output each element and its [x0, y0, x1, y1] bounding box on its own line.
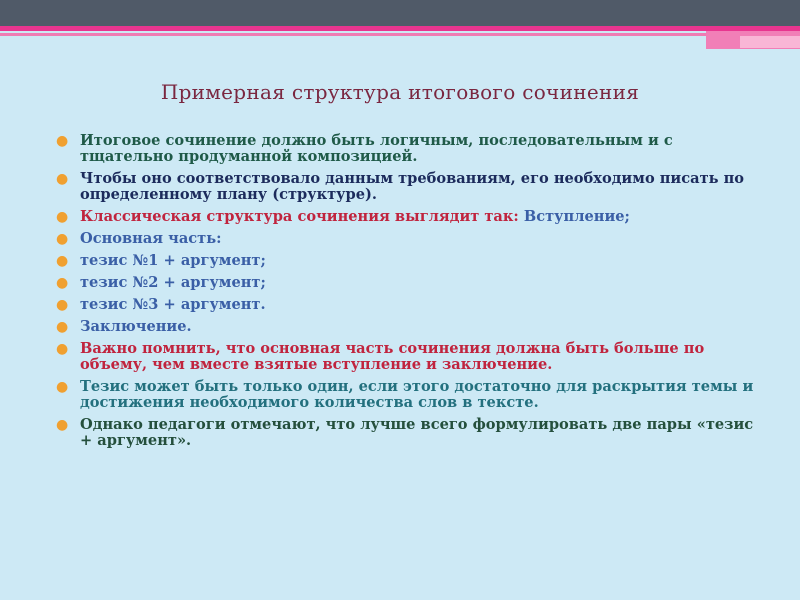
bullet-item	[56, 275, 756, 291]
bullet-text: Заключение.	[80, 318, 192, 335]
bullet-item	[56, 319, 756, 335]
bullet-dot-icon: ●	[56, 209, 69, 225]
bullet-text: Основная часть:	[80, 230, 222, 247]
bullet-dot-icon: ●	[56, 133, 69, 149]
slide-title: Примерная структура итогового сочинения	[160, 80, 640, 104]
bullet-text: Важно помнить, что основная часть сочинения должна быть больше по объему, чем вместе взятые вступление и заключение.	[80, 340, 705, 373]
bullet-item	[56, 171, 756, 203]
bullet-item	[56, 209, 756, 225]
bullet-text: Чтобы оно соответствовало данным требованиям, его необходимо писать по определенному плану (структуре).	[80, 170, 745, 203]
bullet-text: Классическая структура сочинения выглядит так:	[80, 208, 524, 225]
bullet-item	[56, 297, 756, 313]
pink-stripe	[0, 26, 800, 31]
bullet-item	[56, 231, 756, 247]
bullet-dot-icon: ●	[56, 275, 69, 291]
bullet-text: Итоговое сочинение должно быть логичным, последовательным и с тщательно продуманной композицией.	[80, 132, 673, 165]
bullet-text: тезис №1 + аргумент;	[80, 252, 266, 269]
bullet-list	[56, 133, 756, 455]
bullet-dot-icon: ●	[56, 231, 69, 247]
pink-accent-block-light	[740, 36, 800, 48]
bullet-text: Однако педагоги отмечают, что лучше всего формулировать две пары «тезис + аргумент».	[80, 416, 754, 449]
top-band	[0, 0, 800, 26]
bullet-text: тезис №3 + аргумент.	[80, 296, 266, 313]
bullet-dot-icon: ●	[56, 341, 69, 357]
pink-thin-stripe	[0, 33, 800, 36]
bullet-dot-icon: ●	[56, 171, 69, 187]
bullet-dot-icon: ●	[56, 297, 69, 313]
bullet-text: тезис №2 + аргумент;	[80, 274, 266, 291]
bullet-item	[56, 253, 756, 269]
bullet-dot-icon: ●	[56, 379, 69, 395]
bullet-item	[56, 417, 756, 449]
bullet-text: Тезис может быть только один, если этого достаточно для раскрытия темы и достижения необходимого количества слов в тексте.	[80, 378, 754, 411]
bullet-item	[56, 341, 756, 373]
bullet-dot-icon: ●	[56, 319, 69, 335]
bullet-text: Вступление;	[523, 208, 630, 225]
bullet-dot-icon: ●	[56, 417, 69, 433]
bullet-dot-icon: ●	[56, 253, 69, 269]
bullet-item	[56, 379, 756, 411]
bullet-item	[56, 133, 756, 165]
